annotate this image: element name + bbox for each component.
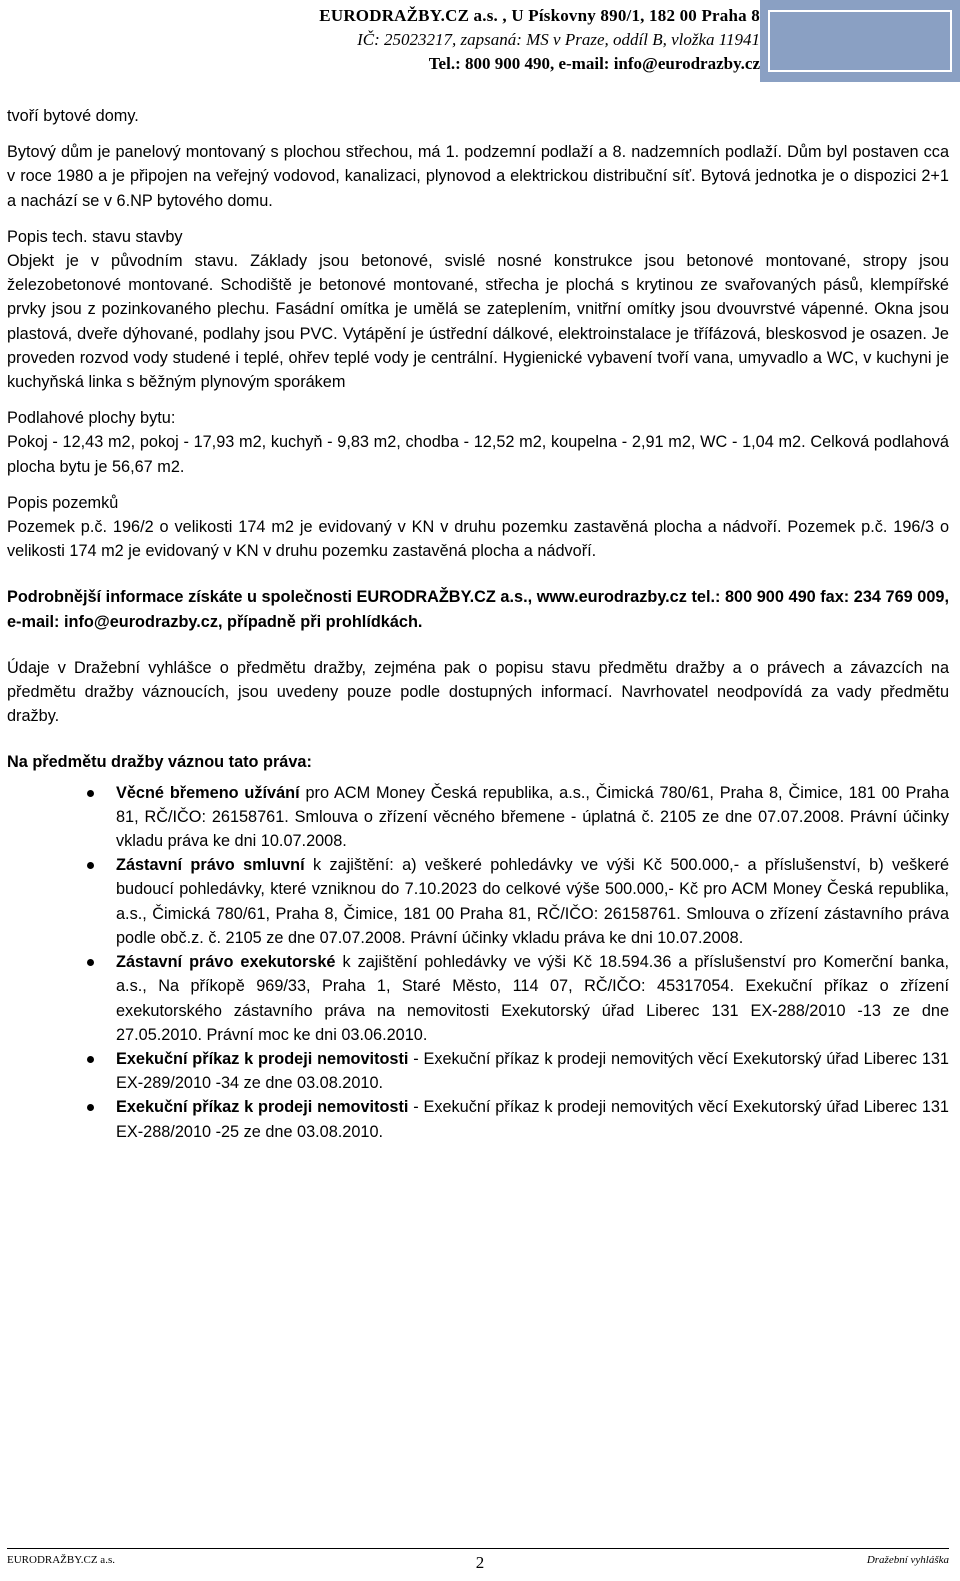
right-text: pro ACM Money Česká republika, a.s., Čimická 780/61, Praha 8, Čimice, 181 00 Praha 81, RČ/IČO: 26158761. Smlouva o zřízení věcného břemene - úplatná č. 2105 ze dne 07.07.2008. Právní účinky vkladu práva ke dni 10.07.2008. <box>116 783 949 851</box>
company-registration: IČ: 25023217, zapsaná: MS v Praze, oddíl B, vložka 11941 <box>357 30 760 49</box>
footer-divider <box>7 1548 949 1549</box>
list-item <box>7 781 949 854</box>
paragraph-intro: tvoří bytové domy. <box>7 107 139 125</box>
bullet-icon <box>87 1104 94 1111</box>
tech-heading: Popis tech. stavu stavby <box>7 227 183 246</box>
land-description: Pozemek p.č. 196/2 o velikosti 174 m2 je evidovaný v KN v druhu pozemku zastavěná plocha a nádvoří. Pozemek p.č. 196/3 o velikosti 174 m2 je evidovaný v KN v druhu pozemku zastavěná plocha a nádvoří. <box>7 518 949 561</box>
floor-heading: Podlahové plochy bytu: <box>7 409 176 428</box>
floor-areas: Pokoj - 12,43 m2, pokoj - 17,93 m2, kuchyň - 9,83 m2, chodba - 12,52 m2, koupelna - 2,91 m2, WC - 1,04 m2. Celková podlahová plocha bytu je 56,67 m2. <box>7 433 949 476</box>
bullet-icon <box>87 790 94 797</box>
footer-doc-title: Dražební vyhláška <box>866 1554 949 1566</box>
right-title: Zástavní právo smluvní <box>116 856 305 875</box>
right-title: Exekuční příkaz k prodeji nemovitosti <box>116 1098 409 1117</box>
page-number: 2 <box>475 1553 485 1572</box>
list-item <box>7 950 949 1047</box>
page-footer <box>0 1548 960 1581</box>
logo-frame <box>768 10 952 72</box>
company-address: EURODRAŽBY.CZ a.s. , U Pískovny 890/1, 182 00 Praha 8 <box>319 6 760 25</box>
right-title: Věcné břemeno užívání <box>116 783 300 802</box>
document-body <box>7 104 949 1144</box>
right-text: - Exekuční příkaz k prodeji nemovitých věcí Exekutorský úřad Liberec 131 EX-289/2010 -34 ze dne 03.08.2010. <box>116 1049 949 1093</box>
bullet-icon <box>87 959 94 966</box>
list-item <box>7 853 949 950</box>
right-text: - Exekuční příkaz k prodeji nemovitých věcí Exekutorský úřad Liberec 131 EX-288/2010 -25 ze dne 03.08.2010. <box>116 1098 949 1141</box>
bullet-icon <box>87 1056 94 1063</box>
company-contact: Tel.: 800 900 490, e-mail: info@eurodrazby.cz <box>428 54 760 73</box>
list-item <box>7 1095 949 1143</box>
rights-heading: Na předmětu dražby váznou tato práva: <box>7 753 312 772</box>
right-title: Exekuční příkaz k prodeji nemovitosti <box>116 1049 409 1068</box>
bullet-icon <box>87 862 94 869</box>
disclaimer: Údaje v Dražební vyhlášce o předmětu dražby, zejména pak o popisu stavu předmětu dražby a o právech a závazcích na předmětu dražby váznoucích, jsou uvedeny pouze podle dostupných informací. Navrhovatel neodpovídá za vady předmětu dražby. <box>7 658 949 726</box>
tech-description: Objekt je v původním stavu. Základy jsou betonové, svislé nosné konstrukce jsou betonové montované, stropy jsou železobetonové montované. Schodiště je betonové montované, střecha je plochá s krytinou ze svařovaných pásů, klempířské prvky jsou z pozinkovaného plechu. Fasádní omítka je umělá se zateplením, vnitřní omítky jsou dvouvrstvé vápenné. Okna jsou plastová, dveře dýhované, podlahy jsou PVC. Vytápění je ústřední dálkové, elektroinstalace je třífázová, bleskosvod je osazen. Je proveden rozvod vody studené i teplé, ohřev teplé vody je centrální. Hygienické vybavení tvoří vana, umyvadlo a WC, v kuchyni je kuchyňská linka s běžným plynovým sporákem <box>7 252 949 392</box>
contact-info: Podrobnější informace získáte u společnosti EURODRAŽBY.CZ a.s., www.eurodrazby.cz tel.: 800 900 490 fax: 234 769 009, e-mail: info@eurodrazby.cz, případně při prohlídkách. <box>7 588 949 631</box>
rights-list <box>7 781 949 1144</box>
right-text: k zajištění pohledávky ve výši Kč 18.594.36 a příslušenství pro Komerční banka, a.s., Na příkopě 969/33, Praha 1, Staré Město, 114 07, RČ/IČO: 45317054. Exekuční příkaz o zřízení exekutorského zástavního práva na nemovitosti Exekutorský úřad Liberec 131 EX-288/2010 -13 ze dne 27.05.2010. Právní moc ke dni 03.06.2010. <box>116 953 949 1044</box>
right-text: k zajištění: a) veškeré pohledávky ve výši Kč 500.000,- a příslušenství, b) veškeré budoucí pohledávky, které vzniknou do 7.10.2023 do celkové výše 500.000,- Kč pro ACM Money Česká republika, a.s., Čimická 780/61, Praha 8, Čimice, 181 00 Praha 81, RČ/IČO: 26158761. Smlouva o zřízení zástavního práva podle obč.z. č. 2105 ze dne 07.07.2008. Právní účinky vkladu práva ke dni 10.07.2008. <box>116 856 949 947</box>
paragraph-building: Bytový dům je panelový montovaný s plochou střechou, má 1. podzemní podlaží a 8. nadzemních podlaží. Dům byl postaven cca v roce 1980 a je připojen na veřejný vodovod, kanalizaci, plynovod a elektrickou distribuční síť. Bytová jednotka je o dispozici 2+1 a nachází se v 6.NP bytového domu. <box>7 143 949 210</box>
list-item <box>7 1047 949 1095</box>
footer-company: EURODRAŽBY.CZ a.s. <box>7 1554 115 1566</box>
company-info <box>200 4 760 76</box>
land-heading: Popis pozemků <box>7 493 119 512</box>
logo-box <box>760 0 960 82</box>
page-header <box>0 0 960 82</box>
right-title: Zástavní právo exekutorské <box>116 953 336 972</box>
